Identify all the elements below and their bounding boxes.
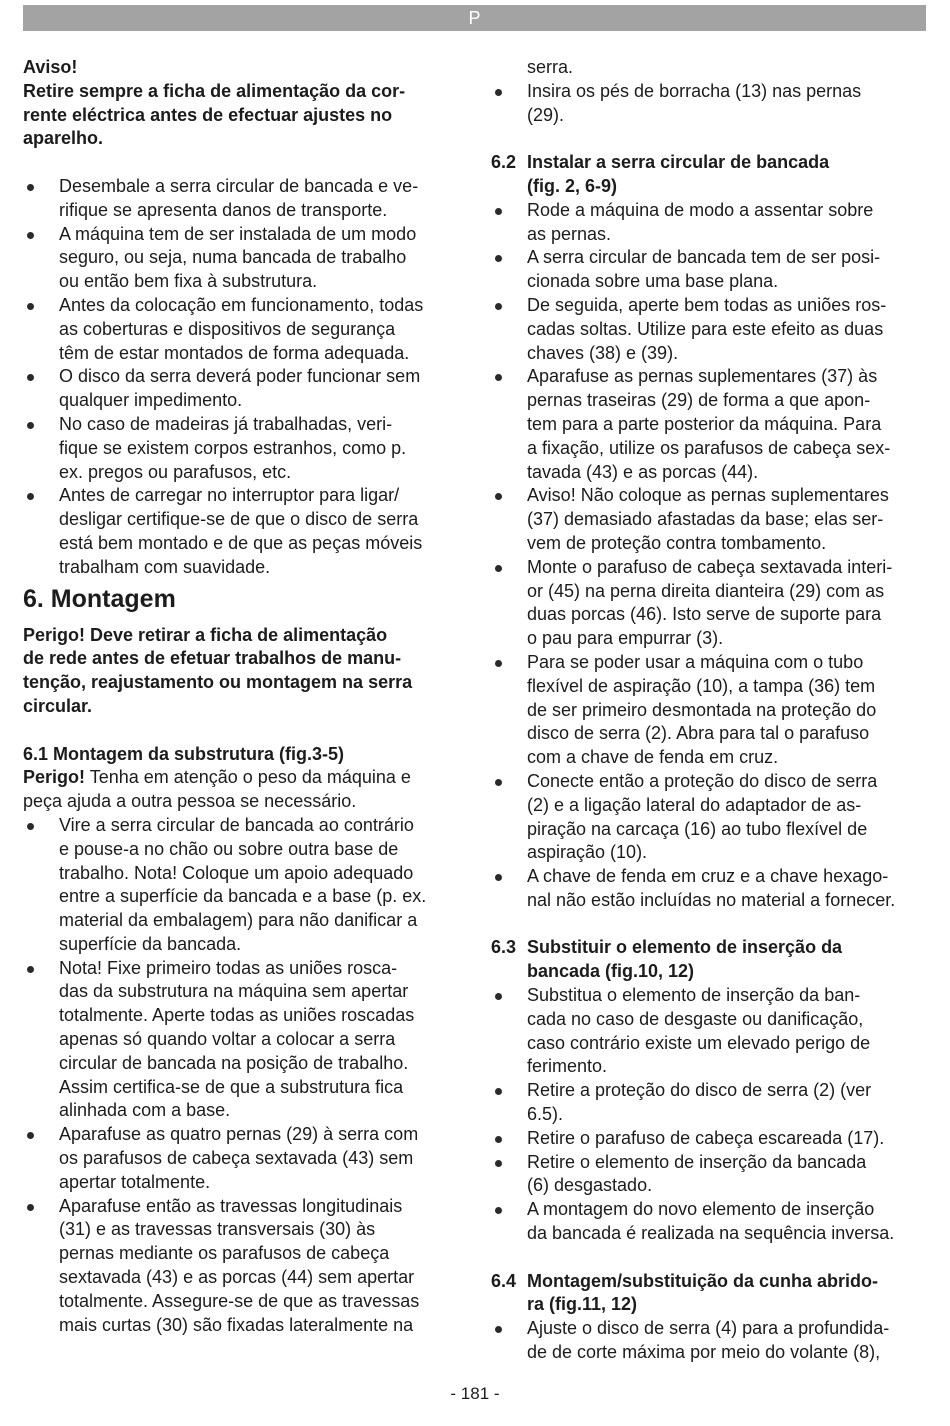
list-item: Para se poder usar a máquina com o tubo flexível de aspiração (10), a tampa (36) tem de ser primeiro desmontada na proteção do disco de serra (2). Abra para tal o parafuso com a chave de fenda em cruz. xyxy=(491,651,931,770)
subsection-title-6-2: 6.2 Instalar a serra circular de bancada (fig. 2, 6-9) xyxy=(491,152,830,196)
continuation-text: serra. xyxy=(527,57,574,77)
list-item: Aparafuse as quatro pernas (29) à serra com os parafusos de cabeça sextavada (43) sem apertar totalmente. xyxy=(23,1123,463,1194)
left-column xyxy=(23,56,463,1337)
list-item: Retire o elemento de inserção da bancada (6) desgastado. xyxy=(491,1151,931,1199)
list-item: Ajuste o disco de serra (4) para a profundida- de de corte máxima por meio do volante (8), xyxy=(491,1317,931,1365)
list-item: Antes da colocação em funcionamento, todas as coberturas e dispositivos de segurança têm de estar montados de forma adequada. xyxy=(23,294,463,365)
right-column xyxy=(491,56,931,1365)
list-item: Substitua o elemento de inserção da ban- cada no caso de desgaste ou danificação, caso contrário existe um elevado perigo de ferimento. xyxy=(491,984,931,1079)
list-item: Antes de carregar no interruptor para ligar/ desligar certifique-se de que o disco de serra está bem montado e de que as peças móveis trabalham com suavidade. xyxy=(23,484,463,579)
language-header-bar xyxy=(23,5,926,31)
list-item: A máquina tem de ser instalada de um modo seguro, ou seja, numa bancada de trabalho ou então bem fixa à substrutura. xyxy=(23,223,463,294)
list-item: Insira os pés de borracha (13) nas pernas (29). xyxy=(491,80,931,128)
list-item: A chave de fenda em cruz e a chave hexago- nal não estão incluídas no material a fornecer. xyxy=(491,865,931,913)
language-tab-label: P xyxy=(468,8,481,28)
list-item: A serra circular de bancada tem de ser posi- cionada sobre uma base plana. xyxy=(491,246,931,294)
list-item: No caso de madeiras já trabalhadas, veri- fique se existem corpos estranhos, como p. ex. pregos ou parafusos, etc. xyxy=(23,413,463,484)
section-title-montagem: 6. Montagem xyxy=(23,584,176,613)
list-item: Conecte então a proteção do disco de serra (2) e a ligação lateral do adaptador de as- piração na carcaça (16) ao tubo flexível de aspiração (10). xyxy=(491,770,931,865)
subsection-title-6-1: 6.1 Montagem da substrutura (fig.3-5) xyxy=(23,743,345,764)
list-item: A montagem do novo elemento de inserção da bancada é realizada na sequência inversa. xyxy=(491,1198,931,1246)
list-item: De seguida, aperte bem todas as uniões ros- cadas soltas. Utilize para este efeito as duas chaves (38) e (39). xyxy=(491,294,931,365)
list-item: Rode a máquina de modo a assentar sobre as pernas. xyxy=(491,199,931,247)
list-item: O disco da serra deverá poder funcionar sem qualquer impedimento. xyxy=(23,365,463,413)
subsection-6-1-danger: Perigo! Tenha em atenção o peso da máquina e peça ajuda a outra pessoa se necessário. xyxy=(23,767,411,812)
page-number: - 181 - xyxy=(450,1384,500,1403)
list-item: Retire a proteção do disco de serra (2) (ver 6.5). xyxy=(491,1079,931,1127)
subsection-title-6-4: 6.4 Montagem/substituição da cunha abrido- ra (fig.11, 12) xyxy=(491,1270,879,1315)
danger-notice: Perigo! Deve retirar a ficha de alimentação de rede antes de efetuar trabalhos de manu- tenção, reajustamento ou montagem na serra circular. xyxy=(23,624,413,716)
list-item: Nota! Fixe primeiro todas as uniões rosca- das da substrutura na máquina sem apertar totalmente. Aperte todas as uniões roscadas apenas só quando voltar a colocar a serra circular de bancada na posição de trabalho. Assim certifica-se de que a substrutura fica alinhada com a base. xyxy=(23,957,463,1124)
list-item: Desembale a serra circular de bancada e ve- rifique se apresenta danos de transporte. xyxy=(23,175,463,223)
list-item: Aparafuse então as travessas longitudinais (31) e as travessas transversais (30) às pernas mediante os parafusos de cabeça sextavada (43) e as porcas (44) sem apertar totalmente. Assegure-se de que as travessas mais curtas (30) são fixadas lateralmente na xyxy=(23,1195,463,1338)
list-item: Monte o parafuso de cabeça sextavada interi- or (45) na perna direita dianteira (29) com as duas porcas (46). Isto serve de suporte para o pau para empurrar (3). xyxy=(491,556,931,651)
list-item: Retire o parafuso de cabeça escareada (17). xyxy=(491,1127,931,1151)
warning-text: Retire sempre a ficha de alimentação da cor- rente eléctrica antes de efectuar ajustes no aparelho. xyxy=(23,80,406,149)
subsection-title-6-3: 6.3 Substituir o elemento de inserção da bancada (fig.10, 12) xyxy=(491,937,843,982)
list-item: Aviso! Não coloque as pernas suplementares (37) demasiado afastadas da base; elas ser- vem de proteção contra tombamento. xyxy=(491,484,931,555)
warning-title: Aviso! xyxy=(23,57,78,77)
list-item: Aparafuse as pernas suplementares (37) às pernas traseiras (29) de forma a que apon- tem para a parte posterior da máquina. Para a fixação, utilize os parafusos de cabeça sex- tavada (43) e as porcas (44). xyxy=(491,365,931,484)
list-item: Vire a serra circular de bancada ao contrário e pouse-a no chão ou sobre outra base de trabalho. Nota! Coloque um apoio adequado entre a superfície da bancada e a base (p. ex. material da embalagem) para não danificar a superfície da bancada. xyxy=(23,814,463,957)
